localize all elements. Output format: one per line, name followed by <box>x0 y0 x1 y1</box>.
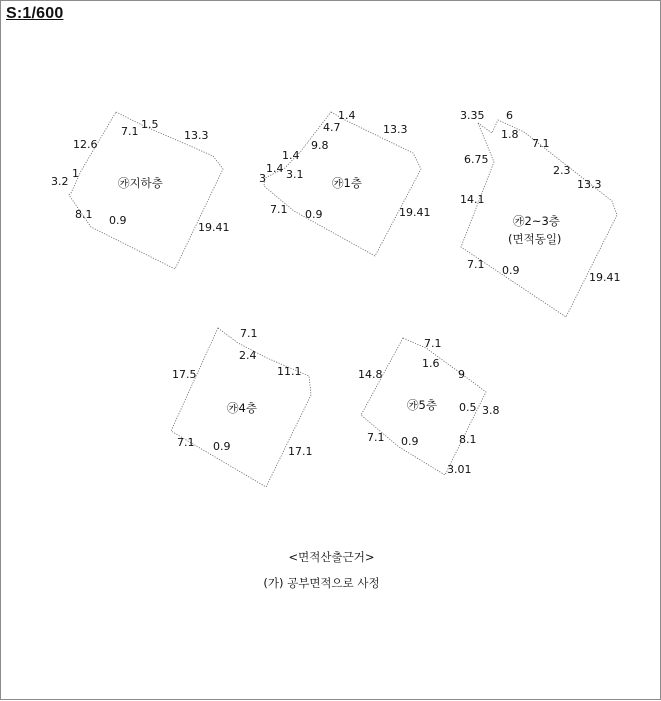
dim-label: 1.5 <box>141 118 159 131</box>
dim-label: 9.8 <box>311 139 329 152</box>
dim-label: 8.1 <box>75 208 93 221</box>
dim-label: 19.41 <box>399 206 431 219</box>
dim-label: 1.4 <box>338 109 356 122</box>
dim-label: 13.3 <box>577 178 602 191</box>
dim-label: 13.3 <box>383 123 408 136</box>
dim-label: 19.41 <box>198 221 230 234</box>
area-calculation-notes <box>1 549 661 601</box>
dim-label: 0.5 <box>459 401 477 414</box>
dim-label: 7.1 <box>532 137 550 150</box>
dim-label: 6.75 <box>464 153 489 166</box>
floor-name-basement: ㉮지하층 <box>118 176 163 190</box>
floor-name-2f-3f: ㉮2~3층 <box>513 214 560 228</box>
dim-label: 6 <box>506 109 513 122</box>
floor-subname-2f-3f: (면적동일) <box>508 232 562 246</box>
floor-name-1f: ㉮1층 <box>332 176 362 190</box>
dim-label: 3.2 <box>51 175 69 188</box>
dim-label: 7.1 <box>240 327 258 340</box>
floor-plan-5f <box>358 337 500 476</box>
dim-label: 12.6 <box>73 138 98 151</box>
dim-label: 8.1 <box>459 433 477 446</box>
floor-name-5f: ㉮5층 <box>407 398 437 412</box>
dim-label: 7.1 <box>467 258 485 271</box>
dim-label: 0.9 <box>109 214 127 227</box>
dim-label: 0.9 <box>213 440 231 453</box>
dim-label: 1.6 <box>422 357 440 370</box>
dim-label: 17.1 <box>288 445 313 458</box>
dim-label: 7.1 <box>177 436 195 449</box>
notes-heading: <면적산출근거> <box>288 550 375 564</box>
dim-label: 7.1 <box>270 203 288 216</box>
dim-label: 17.5 <box>172 368 197 381</box>
dim-label: 19.41 <box>589 271 621 284</box>
floor-plan-2f-3f <box>460 109 621 317</box>
dim-label: 4.7 <box>323 121 341 134</box>
dim-label: 1 <box>72 167 79 180</box>
dim-label: 13.3 <box>184 129 209 142</box>
dim-label: 3 <box>259 172 266 185</box>
floor-plan-4f <box>171 327 313 487</box>
floor-plan-basement <box>51 112 230 269</box>
dim-label: 0.9 <box>401 435 419 448</box>
dim-label: 1.4 <box>266 162 284 175</box>
dim-label: 0.9 <box>305 208 323 221</box>
dim-label: 14.1 <box>460 193 485 206</box>
floor-plan-1f <box>259 109 431 256</box>
dim-label: 14.8 <box>358 368 383 381</box>
dim-label: 1.8 <box>501 128 519 141</box>
dim-label: 1.4 <box>282 149 300 162</box>
dim-label: 3.8 <box>482 404 500 417</box>
notes-text: (가) 공부면적으로 사정 <box>263 576 380 590</box>
dim-label: 2.3 <box>553 164 571 177</box>
dim-label: 7.1 <box>424 337 442 350</box>
dim-label: 0.9 <box>502 264 520 277</box>
scale-label: S:1/600 <box>6 5 64 22</box>
dim-label: 11.1 <box>277 365 302 378</box>
floor-name-4f: ㉮4층 <box>227 401 257 415</box>
dim-label: 7.1 <box>367 431 385 444</box>
dim-label: 7.1 <box>121 125 139 138</box>
dim-label: 3.01 <box>447 463 472 476</box>
dim-label: 3.1 <box>286 168 304 181</box>
dim-label: 2.4 <box>239 349 257 362</box>
dim-label: 9 <box>458 368 465 381</box>
dim-label: 3.35 <box>460 109 485 122</box>
